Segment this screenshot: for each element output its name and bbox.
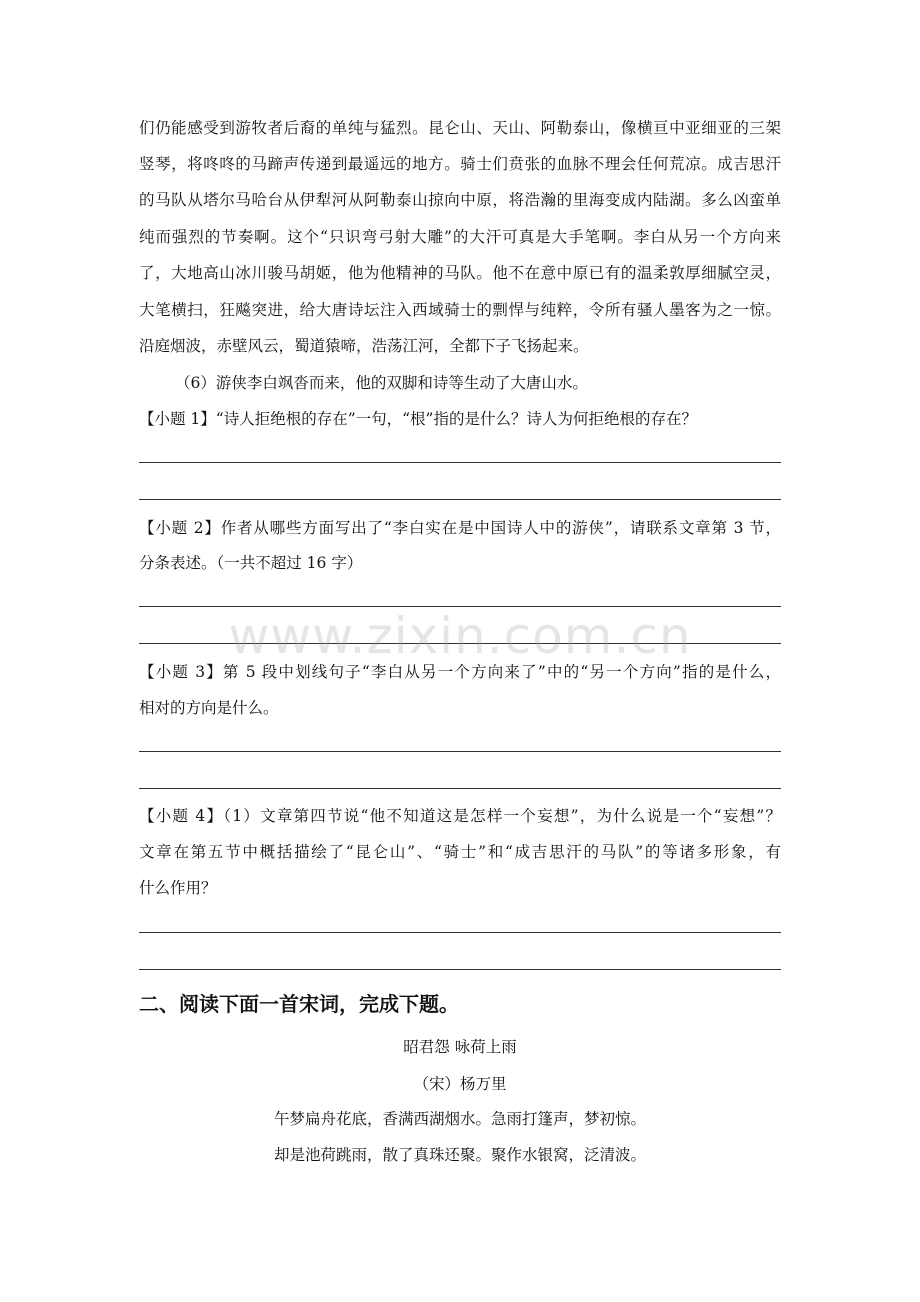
passage-line: 了，大地高山冰川骏马胡姬，他为他精神的马队。他不在意中原已有的温柔敦厚细腻空灵， [139, 264, 781, 282]
question-1: 【小题 1】“诗人拒绝根的存在”一句，“根”指的是什么？诗人为何拒绝根的存在？ [139, 410, 697, 428]
passage-line: 们仍能感受到游牧者后裔的单纯与猛烈。昆仑山、天山、阿勒泰山，像横亘中亚细亚的三架 [139, 119, 781, 137]
answer-line [139, 969, 781, 970]
question-2-cont: 分条表述。（一共不超过 16 字） [139, 554, 363, 572]
passage-line: 竖琴，将咚咚的马蹄声传递到最遥远的地方。骑士们贲张的血脉不理会任何荒凉。成吉思汗 [139, 155, 781, 173]
answer-line [139, 499, 781, 500]
question-4: 【小题 4】（1）文章第四节说“他不知道这是怎样一个妄想”，为什么说是一个“妄想”？ [139, 807, 781, 825]
passage-paragraph-6: （6）游侠李白飒沓而来，他的双脚和诗等生动了大唐山水。 [175, 374, 588, 392]
section-2-title: 二、阅读下面一首宋词，完成下题。 [139, 992, 459, 1016]
answer-line [139, 932, 781, 933]
question-2: 【小题 2】作者从哪些方面写出了“李白实在是中国诗人中的游侠”，请联系文章第 3 节， [139, 519, 781, 537]
poem-verse: 却是池荷跳雨，散了真珠还聚。聚作水银窝，泛清波。 [273, 1146, 646, 1164]
answer-line [139, 788, 781, 789]
poem-title: 昭君怨 咏荷上雨 [403, 1038, 517, 1056]
passage-line: 的马队从塔尔马哈台从伊犁河从阿勒泰山掠向中原，将浩瀚的里海变成内陆湖。多么凶蛮单 [139, 191, 781, 209]
watermark: www.zixin.com.cn [228, 607, 692, 665]
answer-line [139, 751, 781, 752]
question-4-cont: 文章在第五节中概括描绘了“昆仑山”、“骑士”和“成吉思汗的马队”的等诸多形象，有 [139, 843, 781, 861]
poem-verse: 午梦扁舟花底，香满西湖烟水。急雨打篷声，梦初惊。 [273, 1110, 646, 1128]
passage-line: 大笔横扫，狂飚突进，给大唐诗坛注入西域骑士的剽悍与纯粹，令所有骚人墨客为之一惊。 [139, 301, 781, 319]
passage-line: 沿庭烟波，赤壁风云，蜀道猿啼，浩荡江河，全都下子飞扬起来。 [139, 337, 589, 355]
answer-line [139, 462, 781, 463]
passage-line: 纯而强烈的节奏啊。这个“只识弯弓射大雕”的大汗可真是大手笔啊。李白从另一个方向来 [139, 228, 781, 246]
question-4-cont: 什么作用？ [139, 879, 217, 897]
poem-author: （宋）杨万里 [413, 1075, 507, 1093]
question-3: 【小题 3】第 5 段中划线句子“李白从另一个方向来了”中的“另一个方向”指的是什么， [139, 663, 781, 681]
question-3-cont: 相对的方向是什么。 [139, 699, 279, 717]
